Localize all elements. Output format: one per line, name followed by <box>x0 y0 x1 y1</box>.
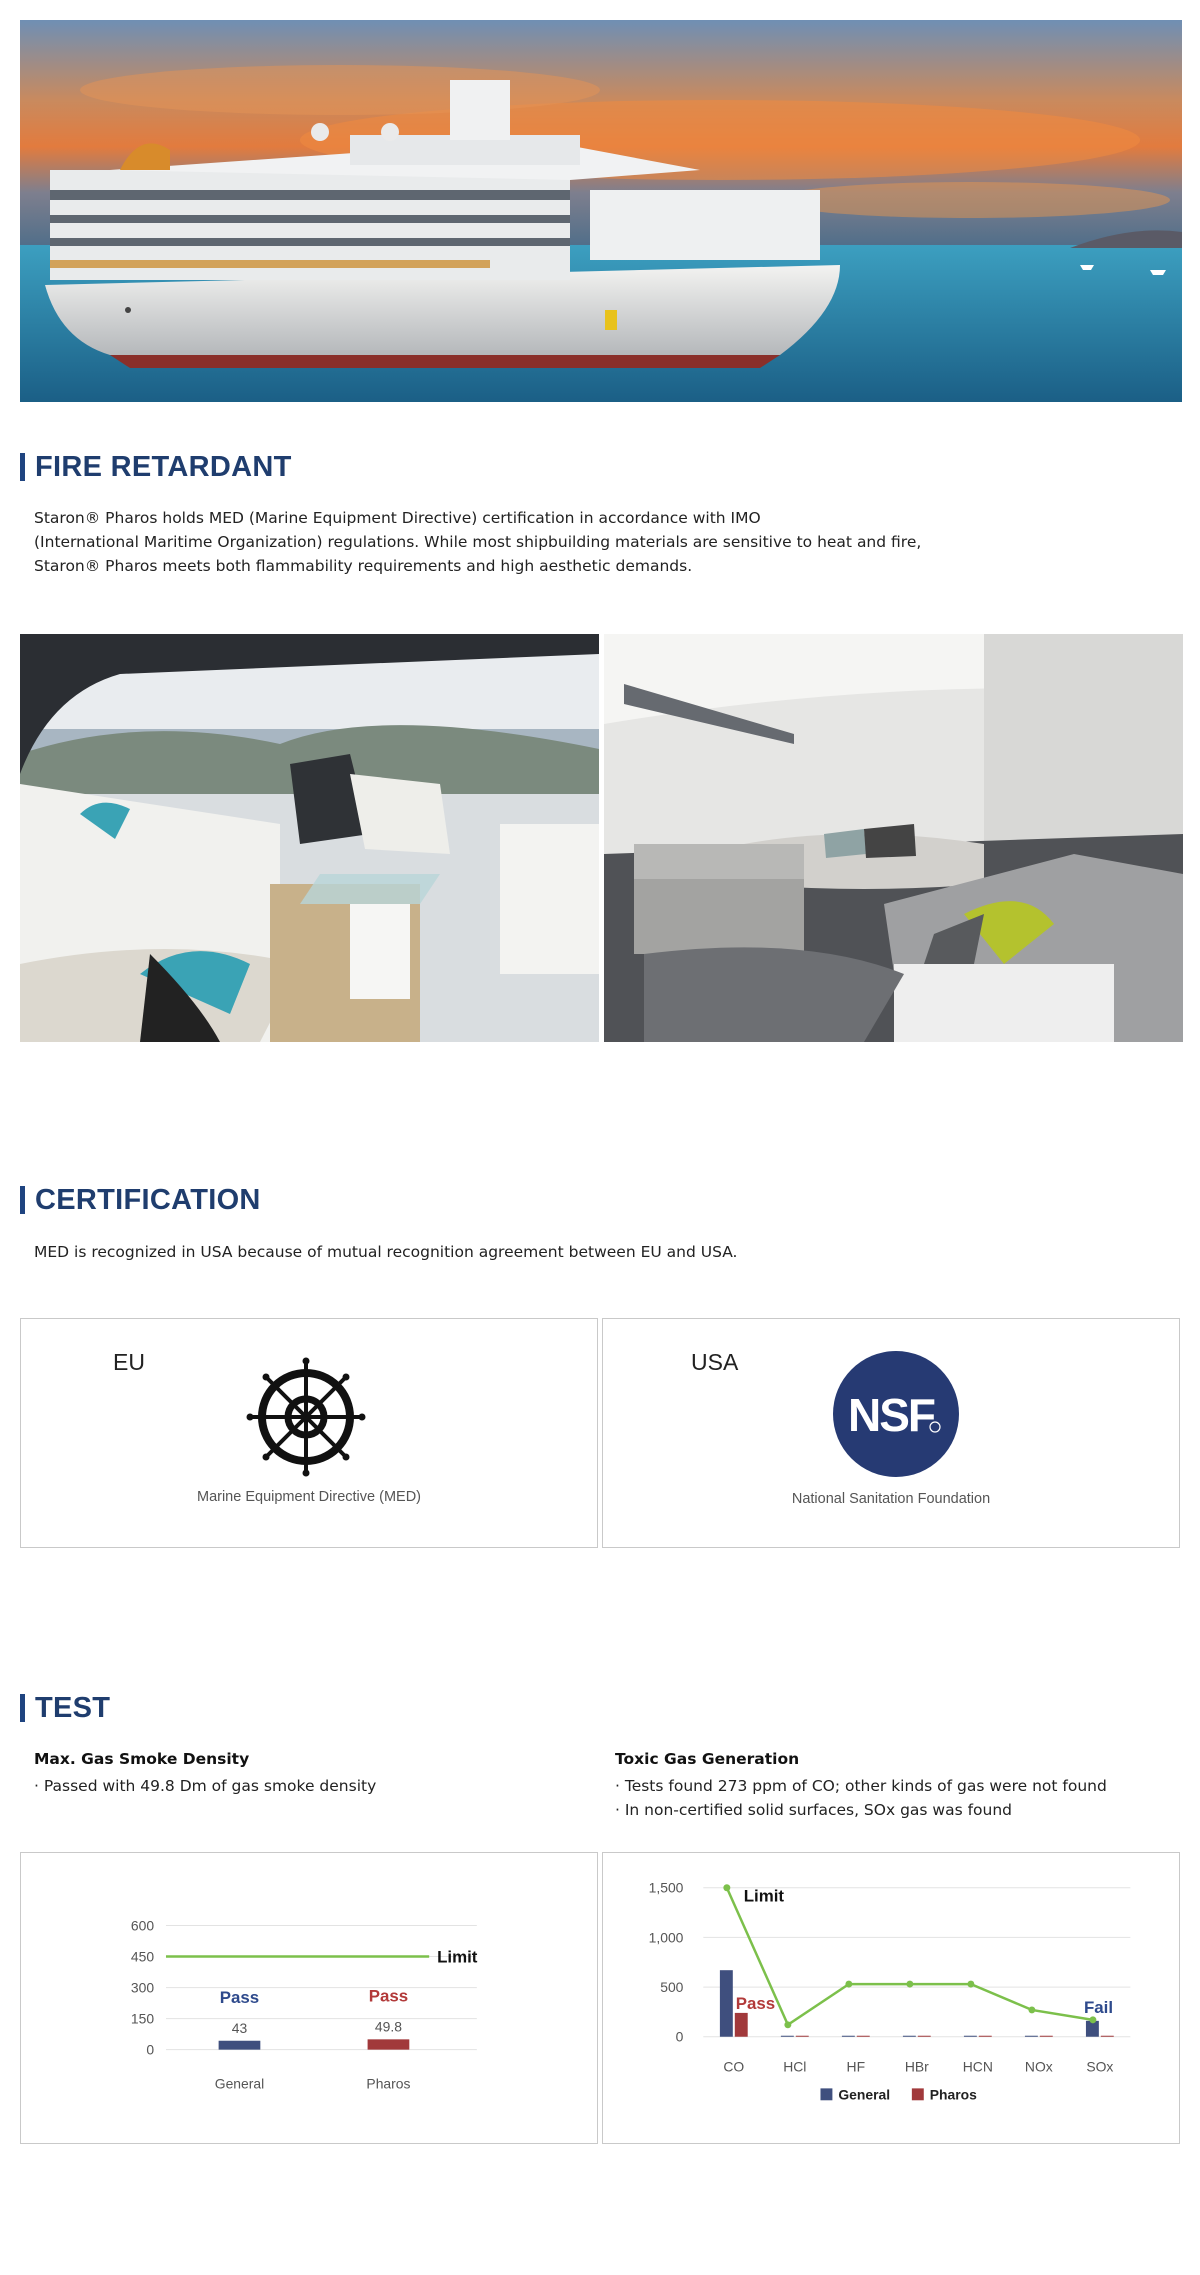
description-line: Staron® Pharos holds MED (Marine Equipment Directive) certification in accordance with IMO <box>34 509 761 527</box>
limit-point <box>967 1981 974 1988</box>
limit-point <box>845 1981 852 1988</box>
section-title: FIRE RETARDANT <box>35 450 292 483</box>
bar-pharos-hcn <box>979 2036 992 2037</box>
limit-line <box>727 1888 1093 2025</box>
y-tick-label: 1,000 <box>648 1929 684 1946</box>
y-tick-label: 500 <box>660 1979 684 1996</box>
section-accent-bar <box>20 1694 25 1722</box>
fire-retardant-heading <box>20 452 292 482</box>
toxic-gas-chart-svg <box>603 1853 1179 2143</box>
bar-general-co <box>720 1970 733 2037</box>
limit-label: Limit <box>437 1947 478 1967</box>
nsf-logo-text: NSF <box>848 1389 934 1441</box>
x-tick-label: General <box>214 2075 265 2092</box>
legend-label: General <box>838 2086 891 2103</box>
section-accent-bar <box>20 1186 25 1214</box>
description-line: MED is recognized in USA because of mutual recognition agreement between EU and USA. <box>34 1243 738 1261</box>
data-label: 49.8 <box>374 2018 402 2035</box>
limit-point <box>784 2021 791 2028</box>
cert-region-label: USA <box>691 1349 739 1375</box>
pass-label: Pass <box>368 1986 409 2006</box>
bar-pharos-hcl <box>796 2036 809 2037</box>
limit-label: Limit <box>743 1886 785 1906</box>
usa-certification-card <box>602 1318 1180 1548</box>
bar-pharos-nox <box>1040 2036 1053 2037</box>
fail-label: Fail <box>1083 1997 1114 2017</box>
bar-general <box>219 2041 261 2050</box>
toxic-gas-line: · Tests found 273 ppm of CO; other kinds of gas were not found <box>615 1777 1107 1795</box>
bar-pharos-co <box>735 2013 748 2037</box>
toxic-gas-heading: Toxic Gas Generation <box>615 1750 800 1768</box>
x-tick-label: Pharos <box>366 2075 411 2092</box>
bar-general-hf <box>842 2036 855 2037</box>
bar-general-hbr <box>903 2036 916 2037</box>
smoke-density-heading: Max. Gas Smoke Density <box>34 1750 250 1768</box>
x-tick-label: CO <box>723 2058 745 2075</box>
bar-pharos-sox <box>1101 2036 1114 2037</box>
bar-general-hcn <box>964 2036 977 2037</box>
bar-pharos-hf <box>857 2036 870 2037</box>
smoke-density-line: · Passed with 49.8 Dm of gas smoke density <box>34 1777 377 1795</box>
smoke-density-chart-svg <box>21 1853 597 2143</box>
smoke-density-chart <box>20 1852 598 2144</box>
pass-label: Pass <box>735 1993 776 2013</box>
data-label: 43 <box>231 2019 248 2036</box>
legend-label: Pharos <box>929 2086 977 2103</box>
x-tick-label: NOx <box>1024 2058 1053 2075</box>
legend-swatch-pharos <box>912 2088 924 2100</box>
x-tick-label: HF <box>846 2058 866 2075</box>
y-tick-label: 150 <box>130 2010 155 2027</box>
ship-wheel-icon <box>246 1357 366 1477</box>
legend-swatch-general <box>820 2088 832 2100</box>
section-title: CERTIFICATION <box>35 1183 261 1216</box>
yacht-cabin-interior-image <box>604 634 1183 1042</box>
eu-certification-card <box>20 1318 598 1548</box>
cert-caption: National Sanitation Foundation <box>791 1491 991 1507</box>
certification-description <box>34 1240 1034 1264</box>
bar-pharos-hbr <box>918 2036 931 2037</box>
limit-point <box>1089 2016 1096 2023</box>
bar-general-hcl <box>781 2036 794 2037</box>
limit-point <box>1028 2006 1035 2013</box>
yacht-helm-interior-image <box>20 634 599 1042</box>
limit-point <box>723 1884 730 1891</box>
hero-cruise-ship-image <box>20 20 1182 402</box>
cert-caption: Marine Equipment Directive (MED) <box>196 1489 421 1505</box>
x-tick-label: HCN <box>962 2058 993 2075</box>
toxic-gas-line: · In non-certified solid surfaces, SOx gas was found <box>615 1801 1013 1819</box>
bar-general-nox <box>1025 2036 1038 2037</box>
x-tick-label: HCl <box>783 2058 807 2075</box>
description-line: (International Maritime Organization) regulations. While most shipbuilding materials are sensitive to heat and fire, <box>34 533 922 551</box>
nsf-logo <box>833 1351 959 1477</box>
pass-label: Pass <box>219 1988 260 2008</box>
section-title: TEST <box>35 1691 111 1724</box>
y-tick-label: 300 <box>130 1979 155 1996</box>
y-tick-label: 1,500 <box>648 1879 684 1896</box>
x-tick-label: HBr <box>904 2058 929 2075</box>
toxic-gas-chart <box>602 1852 1180 2144</box>
y-tick-label: 600 <box>130 1917 155 1934</box>
certification-heading <box>20 1185 261 1215</box>
y-tick-label: 450 <box>130 1948 155 1965</box>
cert-region-label: EU <box>113 1349 145 1375</box>
y-tick-label: 0 <box>146 2041 155 2058</box>
section-accent-bar <box>20 453 25 481</box>
y-tick-label: 0 <box>675 2028 684 2045</box>
description-line: Staron® Pharos meets both flammability requirements and high aesthetic demands. <box>34 557 693 575</box>
x-tick-label: SOx <box>1086 2058 1114 2075</box>
limit-point <box>906 1981 913 1988</box>
fire-retardant-description <box>34 506 934 578</box>
bar-pharos <box>368 2039 410 2049</box>
test-heading <box>20 1693 110 1723</box>
